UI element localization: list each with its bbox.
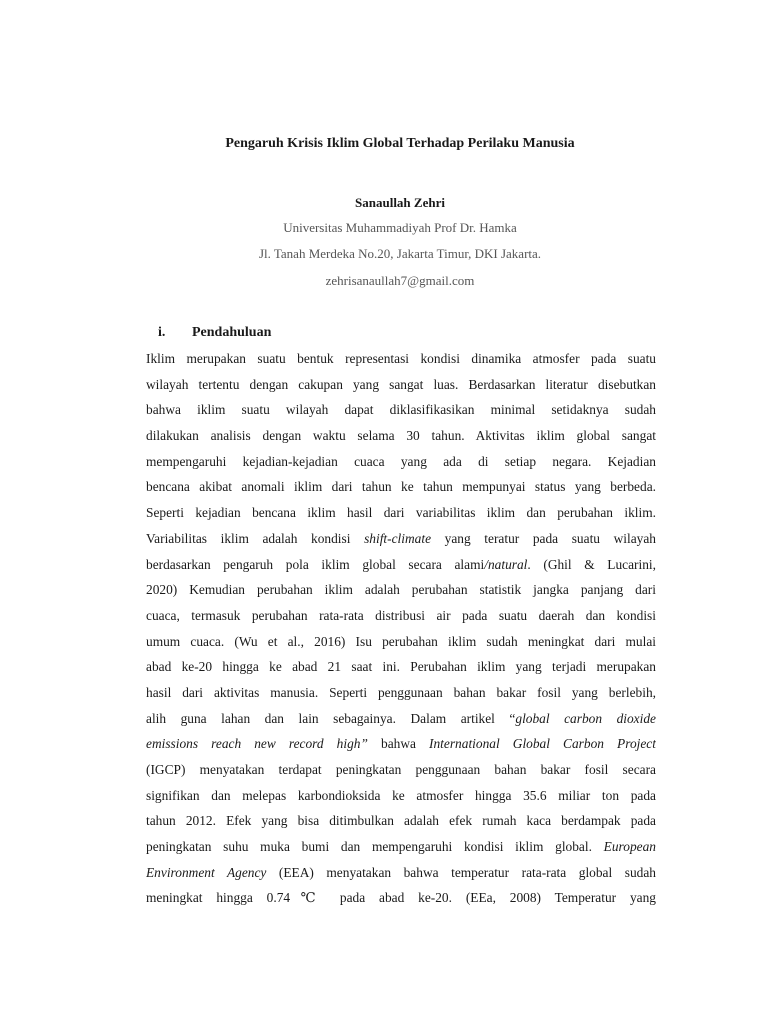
italic-term: emissions reach new record high” bbox=[146, 736, 368, 752]
body-paragraph bbox=[146, 346, 656, 911]
italic-term: Environment Agency bbox=[146, 864, 267, 880]
section-title: Pendahuluan bbox=[192, 325, 272, 340]
italic-term: global carbon dioxide bbox=[515, 710, 656, 726]
text-run: yang teratur pada suatu wilayah bbox=[431, 530, 656, 546]
author-affiliation: Universitas Muhammadiyah Prof Dr. Hamka bbox=[283, 220, 517, 235]
text-run: dilakukan analisis dengan waktu selama 30 tahun. Aktivitas iklim global sangat bbox=[146, 428, 656, 444]
text-line bbox=[146, 372, 656, 398]
text-line bbox=[146, 706, 656, 732]
italic-term: /natural bbox=[484, 556, 528, 572]
text-run: 2020) Kemudian perubahan iklim adalah perubahan statistik jangka panjang dari bbox=[146, 582, 656, 598]
text-line bbox=[146, 680, 656, 706]
text-run: peningkatan suhu muka bumi dan mempengaruhi kondisi iklim global. bbox=[146, 839, 604, 855]
author-address: Jl. Tanah Merdeka No.20, Jakarta Timur, DKI Jakarta. bbox=[258, 246, 542, 261]
text-run: alih guna lahan dan lain sebagainya. Dalam artikel “ bbox=[146, 710, 516, 726]
text-line bbox=[146, 603, 656, 629]
text-run: meningkat hingga 0.74℃ pada abad ke-20. (EEa, 2008) Temperatur yang bbox=[146, 890, 656, 906]
text-run: (EEA) menyatakan bahwa temperatur rata-rata global sudah bbox=[266, 864, 656, 880]
text-run: mempengaruhi kejadian-kejadian cuaca yang ada di setiap negara. Kejadian bbox=[146, 453, 656, 469]
text-run: signifikan dan melepas karbondioksida ke atmosfer hingga 35.6 miliar ton pada bbox=[146, 787, 656, 803]
italic-term: shift-climate bbox=[364, 530, 432, 546]
text-line bbox=[146, 552, 656, 578]
text-run: (IGCP) menyatakan terdapat peningkatan penggunaan bahan bakar fosil secara bbox=[146, 762, 656, 777]
text-line bbox=[146, 577, 656, 603]
text-line bbox=[146, 346, 656, 372]
text-line bbox=[146, 860, 656, 886]
text-run: berdasarkan pengaruh pola iklim global secara alami bbox=[146, 556, 485, 572]
text-run: bahwa bbox=[367, 736, 430, 752]
text-run: wilayah tertentu dengan cakupan yang sangat luas. Berdasarkan literatur disebutkan bbox=[146, 376, 656, 392]
italic-term: International Global Carbon Project bbox=[429, 736, 656, 752]
text-run: Iklim merupakan suatu bentuk representasi kondisi dinamika atmosfer pada suatu bbox=[146, 351, 656, 366]
text-line bbox=[146, 629, 656, 655]
text-line bbox=[146, 423, 656, 449]
italic-term: European bbox=[603, 839, 656, 855]
text-line bbox=[146, 474, 656, 500]
text-run: bencana akibat anomali iklim dari tahun ke tahun mempunyai status yang berbeda. bbox=[146, 479, 656, 495]
text-line bbox=[146, 834, 656, 860]
text-line bbox=[146, 500, 656, 526]
section-heading bbox=[158, 325, 271, 341]
text-line bbox=[146, 654, 656, 680]
text-run: umum cuaca. (Wu et al., 2016) Isu perubahan iklim sudah meningkat dari mulai bbox=[146, 633, 656, 649]
text-line bbox=[146, 808, 656, 834]
author-name: Sanaullah Zehri bbox=[355, 195, 445, 210]
text-run: cuaca, termasuk perubahan rata-rata distribusi air pada suatu daerah dan kondisi bbox=[146, 607, 656, 623]
text-line bbox=[146, 757, 656, 783]
paper-title: Pengaruh Krisis Iklim Global Terhadap Perilaku Manusia bbox=[225, 136, 575, 151]
text-run: tahun 2012. Efek yang bisa ditimbulkan adalah efek rumah kaca berdampak pada bbox=[146, 813, 656, 829]
text-run: hasil dari aktivitas manusia. Seperti penggunaan bahan bakar fosil yang berlebih, bbox=[146, 684, 656, 700]
text-line bbox=[146, 449, 656, 475]
text-line bbox=[146, 526, 656, 552]
text-line bbox=[146, 731, 656, 757]
text-run: bahwa iklim suatu wilayah dapat diklasifikasikan minimal setidaknya sudah bbox=[146, 402, 656, 418]
text-line bbox=[146, 885, 656, 911]
author-email: zehrisanaullah7@gmail.com bbox=[325, 273, 475, 288]
text-run: abad ke-20 hingga ke abad 21 saat ini. Perubahan iklim yang terjadi merupakan bbox=[146, 659, 656, 675]
text-run: . (Ghil & Lucarini, bbox=[527, 556, 656, 572]
text-line bbox=[146, 397, 656, 423]
section-number: i. bbox=[158, 325, 166, 340]
text-run: Variabilitas iklim adalah kondisi bbox=[146, 530, 365, 546]
text-line bbox=[146, 783, 656, 809]
text-run: Seperti kejadian bencana iklim hasil dari variabilitas iklim dan perubahan iklim. bbox=[146, 505, 656, 521]
